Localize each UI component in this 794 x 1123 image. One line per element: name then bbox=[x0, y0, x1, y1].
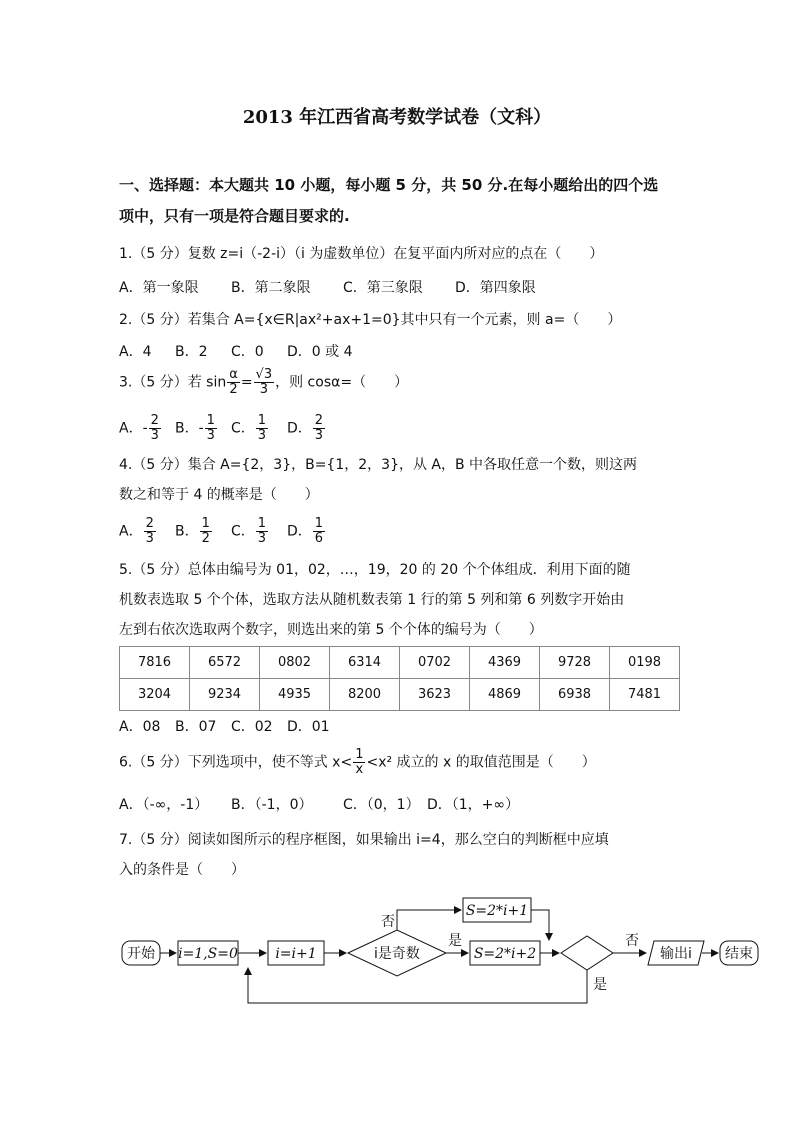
table-cell: 9234 bbox=[190, 679, 260, 711]
q1-option-a: A．第一象限 bbox=[119, 280, 199, 296]
q3-equals: = bbox=[240, 374, 253, 391]
q3-frac-alpha-num: α bbox=[229, 367, 238, 382]
q4-option-d: D． $\frac{1}{6}$ bbox=[287, 516, 324, 546]
q2-stem: 2.（5 分）若集合 A={x∈R|ax²+ax+1=0}其中只有一个元素，则 a=（ ） bbox=[119, 312, 622, 328]
program-flowchart bbox=[118, 893, 763, 1010]
q3-options bbox=[119, 414, 326, 443]
q6-stem-suffix: <x² 成立的 x 的取值范围是（ ） bbox=[366, 754, 596, 771]
q1-options bbox=[119, 278, 536, 298]
flow-blank-decision bbox=[561, 936, 613, 970]
q5-option-b: B．07 bbox=[175, 719, 217, 735]
q1-option-c: C．第三象限 bbox=[343, 280, 423, 296]
q5-stem-line3: 左到右依次选取两个数字，则选出来的第 5 个个体的编号为（ ） bbox=[119, 622, 543, 638]
flow-increment-label: i=i+1 bbox=[275, 946, 317, 962]
table-cell: 9728 bbox=[540, 647, 610, 679]
table-cell: 4935 bbox=[260, 679, 330, 711]
q6-option-c: C．（0，1） bbox=[343, 797, 420, 813]
q6-option-b: B．（-1，0） bbox=[231, 797, 313, 813]
q3-option-c: C． $\frac{1}{3}$ bbox=[231, 413, 267, 443]
q6-frac-den: x bbox=[355, 762, 364, 777]
q6-options bbox=[119, 795, 519, 815]
flow-no2-label: 否 bbox=[625, 933, 639, 949]
table-cell: 0198 bbox=[610, 647, 680, 679]
q3-stem-prefix: 3.（5 分）若 sin bbox=[119, 374, 227, 391]
q3-option-d: D． $\frac{2}{3}$ bbox=[287, 413, 324, 443]
table-cell: 4869 bbox=[470, 679, 540, 711]
q5-option-c: C．02 bbox=[231, 719, 273, 735]
table-row bbox=[120, 647, 680, 679]
table-cell: 6572 bbox=[190, 647, 260, 679]
q1-option-d: D．第四象限 bbox=[455, 280, 536, 296]
flow-yes1-label: 是 bbox=[448, 933, 462, 949]
table-cell: 0702 bbox=[400, 647, 470, 679]
flow-init-label: i=1,S=0 bbox=[178, 946, 238, 962]
flow-yes2-label: 是 bbox=[593, 977, 607, 993]
q5-stem-line2: 机数表选取 5 个个体，选取方法从随机数表第 1 行的第 5 列和第 6 列数字开始由 bbox=[119, 592, 625, 608]
table-cell: 6938 bbox=[540, 679, 610, 711]
q3-option-b: B．- $\frac{1}{3}$ bbox=[175, 413, 215, 443]
flow-end-label: 结束 bbox=[725, 946, 753, 962]
q6-frac-num: 1 bbox=[355, 747, 364, 762]
table-cell: 8200 bbox=[330, 679, 400, 711]
q6-option-a: A．（-∞，-1） bbox=[119, 797, 209, 813]
section-heading bbox=[119, 170, 679, 232]
section-heading-line1: 一、选择题：本大题共 10 小题，每小题 5 分，共 50 分.在每小题给出的四个选 bbox=[119, 176, 659, 194]
q5-option-d: D．01 bbox=[287, 719, 330, 735]
q5-option-a: A．08 bbox=[119, 719, 161, 735]
q2-option-c: C．0 bbox=[231, 344, 264, 360]
table-cell: 3204 bbox=[120, 679, 190, 711]
flow-odd-label: i是奇数 bbox=[374, 946, 420, 962]
q3-frac-alpha bbox=[227, 368, 240, 397]
table-cell: 6314 bbox=[330, 647, 400, 679]
q2-option-a: A．4 bbox=[119, 344, 152, 360]
q6-option-d: D．（1，+∞） bbox=[427, 797, 520, 813]
table-cell: 7816 bbox=[120, 647, 190, 679]
flow-no1-label: 否 bbox=[381, 914, 395, 930]
flow-start-label: 开始 bbox=[127, 946, 155, 962]
q3-stem bbox=[119, 368, 408, 397]
q3-frac-alpha-den: 2 bbox=[229, 382, 238, 397]
q3-frac-sqrt bbox=[254, 368, 275, 397]
q4-option-c: C． $\frac{1}{3}$ bbox=[231, 516, 267, 546]
q2-option-b: B．2 bbox=[175, 344, 208, 360]
table-cell: 7481 bbox=[610, 679, 680, 711]
q7-stem-line2: 入的条件是（ ） bbox=[119, 862, 245, 878]
q4-stem-line1: 4.（5 分）集合 A={2，3}，B={1，2，3}，从 A，B 中各取任意一个数，则这两 bbox=[119, 457, 638, 473]
q7-stem-line1: 7.（5 分）阅读如图所示的程序框图，如果输出 i=4，那么空白的判断框中应填 bbox=[119, 832, 609, 848]
q6-stem-prefix: 6.（5 分）下列选项中，使不等式 x< bbox=[119, 754, 353, 771]
q5-options bbox=[119, 717, 330, 737]
exam-title: 2013 年江西省高考数学试卷（文科） bbox=[242, 107, 552, 128]
q4-options bbox=[119, 517, 326, 546]
q2-option-d: D．0 或 4 bbox=[287, 344, 353, 360]
q3-option-a: A．- $\frac{2}{3}$ bbox=[119, 413, 159, 443]
q3-stem-suffix: ，则 cosα=（ ） bbox=[275, 374, 409, 391]
flow-assign-yes-label: S=2*i+2 bbox=[473, 946, 537, 962]
table-cell: 3623 bbox=[400, 679, 470, 711]
q2-options bbox=[119, 342, 353, 362]
q1-option-b: B．第二象限 bbox=[231, 280, 311, 296]
table-cell: 4369 bbox=[470, 647, 540, 679]
table-cell: 0802 bbox=[260, 647, 330, 679]
q4-stem-line2: 数之和等于 4 的概率是（ ） bbox=[119, 487, 319, 503]
table-row bbox=[120, 679, 680, 711]
section-heading-line2: 项中，只有一项是符合题目要求的. bbox=[119, 207, 350, 225]
q5-stem-line1: 5.（5 分）总体由编号为 01，02，…，19，20 的 20 个个体组成．利用下面的随 bbox=[119, 562, 631, 578]
q6-frac bbox=[353, 748, 365, 777]
q3-frac-sqrt-num: √3 bbox=[255, 367, 273, 382]
q4-option-b: B． $\frac{1}{2}$ bbox=[175, 516, 210, 546]
q1-stem: 1.（5 分）复数 z=i（-2-i）（i 为虚数单位）在复平面内所对应的点在（ ） bbox=[119, 246, 604, 262]
flow-output-label: 输出i bbox=[660, 946, 692, 962]
q6-stem bbox=[119, 748, 596, 777]
q3-frac-sqrt-den: 3 bbox=[259, 382, 268, 397]
random-number-table bbox=[119, 646, 680, 711]
flow-assign-no-label: S=2*i+1 bbox=[465, 903, 529, 919]
q4-option-a: A． $\frac{2}{3}$ bbox=[119, 516, 154, 546]
